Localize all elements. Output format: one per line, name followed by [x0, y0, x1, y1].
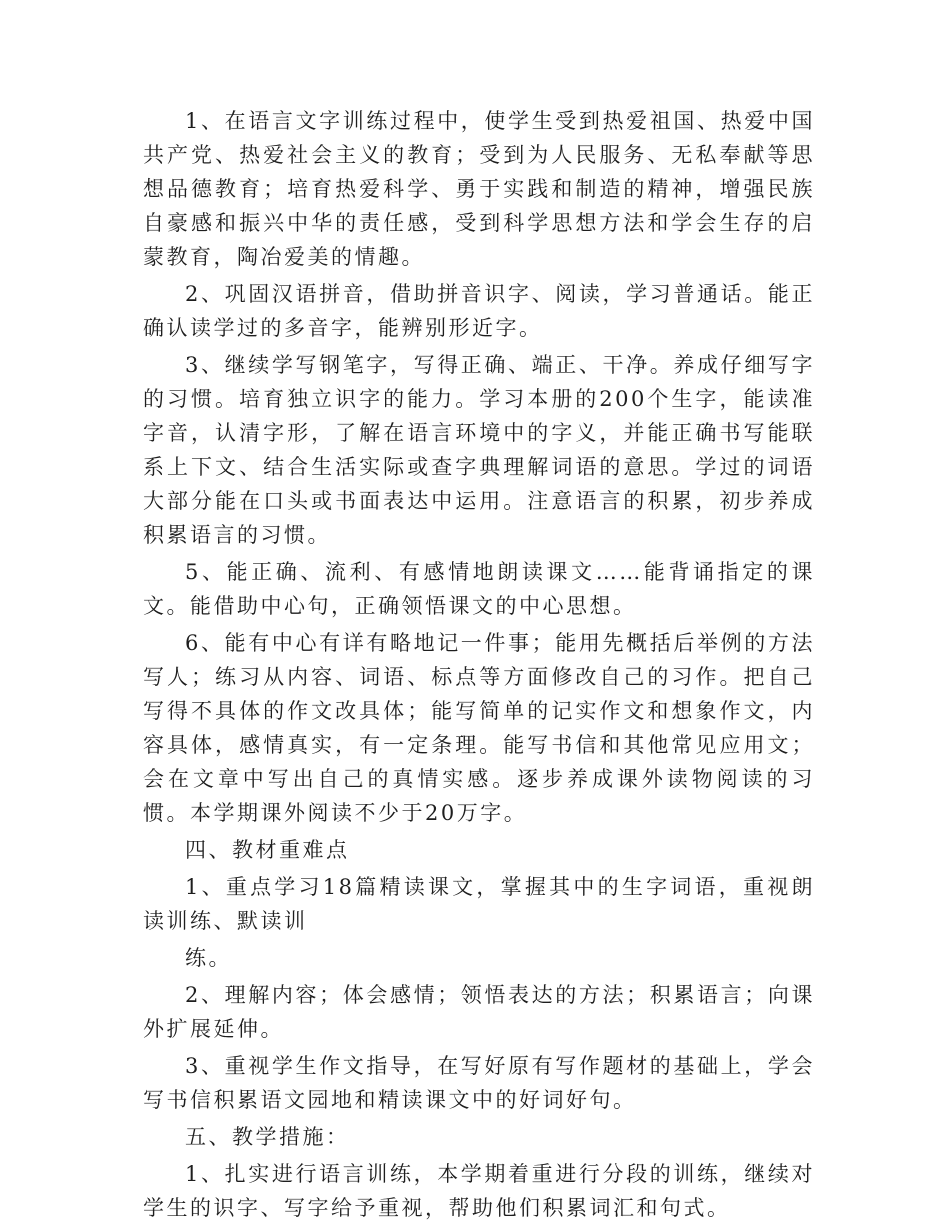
section-4-heading: 四、教材重难点 [185, 838, 350, 862]
goal-5-paragraph: 5、能正确、流利、有感情地朗读课文……能背诵指定的课文。能借助中心句，正确领悟课文的中心思想。 [143, 560, 815, 618]
goal-2-paragraph: 2、巩固汉语拼音，借助拼音识字、阅读，学习普通话。能正确认读学过的多音字，能辨别形近字。 [143, 282, 815, 340]
key-1-continuation: 练。 [185, 946, 232, 970]
goal-3-paragraph: 3、继续学写钢笔字，写得正确、端正、干净。养成仔细写字的习惯。培育独立识字的能力。学习本册的200个生字，能读准字音，认清字形，了解在语言环境中的字义，并能正确书写能联系上下文、结合生活实际或查字典理解词语的意思。学过的词语大部分能在口头或书面表达中运用。注意语言的积累，初步养成积累语言的习惯。 [143, 353, 815, 547]
measure-1-paragraph: 1、扎实进行语言训练，本学期着重进行分段的训练，继续对学生的识字、写字给予重视，帮助他们积累词汇和句式。 [143, 1162, 815, 1220]
key-1-paragraph: 1、重点学习18篇精读课文，掌握其中的生字词语，重视朗读训练、默读训 [143, 875, 815, 933]
section-5-heading: 五、教学措施： [185, 1125, 350, 1149]
key-2-paragraph: 2、理解内容；体会感情；领悟表达的方法；积累语言；向课外扩展延伸。 [143, 983, 815, 1041]
goal-1-paragraph: 1、在语言文字训练过程中，使学生受到热爱祖国、热爱中国共产党、热爱社会主义的教育；受到为人民服务、无私奉献等思想品德教育；培育热爱科学、勇于实践和制造的精神，增强民族自豪感和振兴中华的责任感，受到科学思想方法和学会生存的启蒙教育，陶冶爱美的情趣。 [143, 109, 815, 269]
goal-6-paragraph: 6、能有中心有详有略地记一件事；能用先概括后举例的方法写人；练习从内容、词语、标点等方面修改自己的习作。把自己写得不具体的作文改具体；能写简单的记实作文和想象作文，内容具体，感情真实，有一定条理。能写书信和其他常见应用文；会在文章中写出自己的真情实感。逐步养成课外读物阅读的习惯。本学期课外阅读不少于20万字。 [143, 631, 815, 825]
key-3-paragraph: 3、重视学生作文指导，在写好原有写作题材的基础上，学会写书信积累语文园地和精读课文中的好词好句。 [143, 1054, 815, 1112]
document-body [143, 104, 815, 1228]
